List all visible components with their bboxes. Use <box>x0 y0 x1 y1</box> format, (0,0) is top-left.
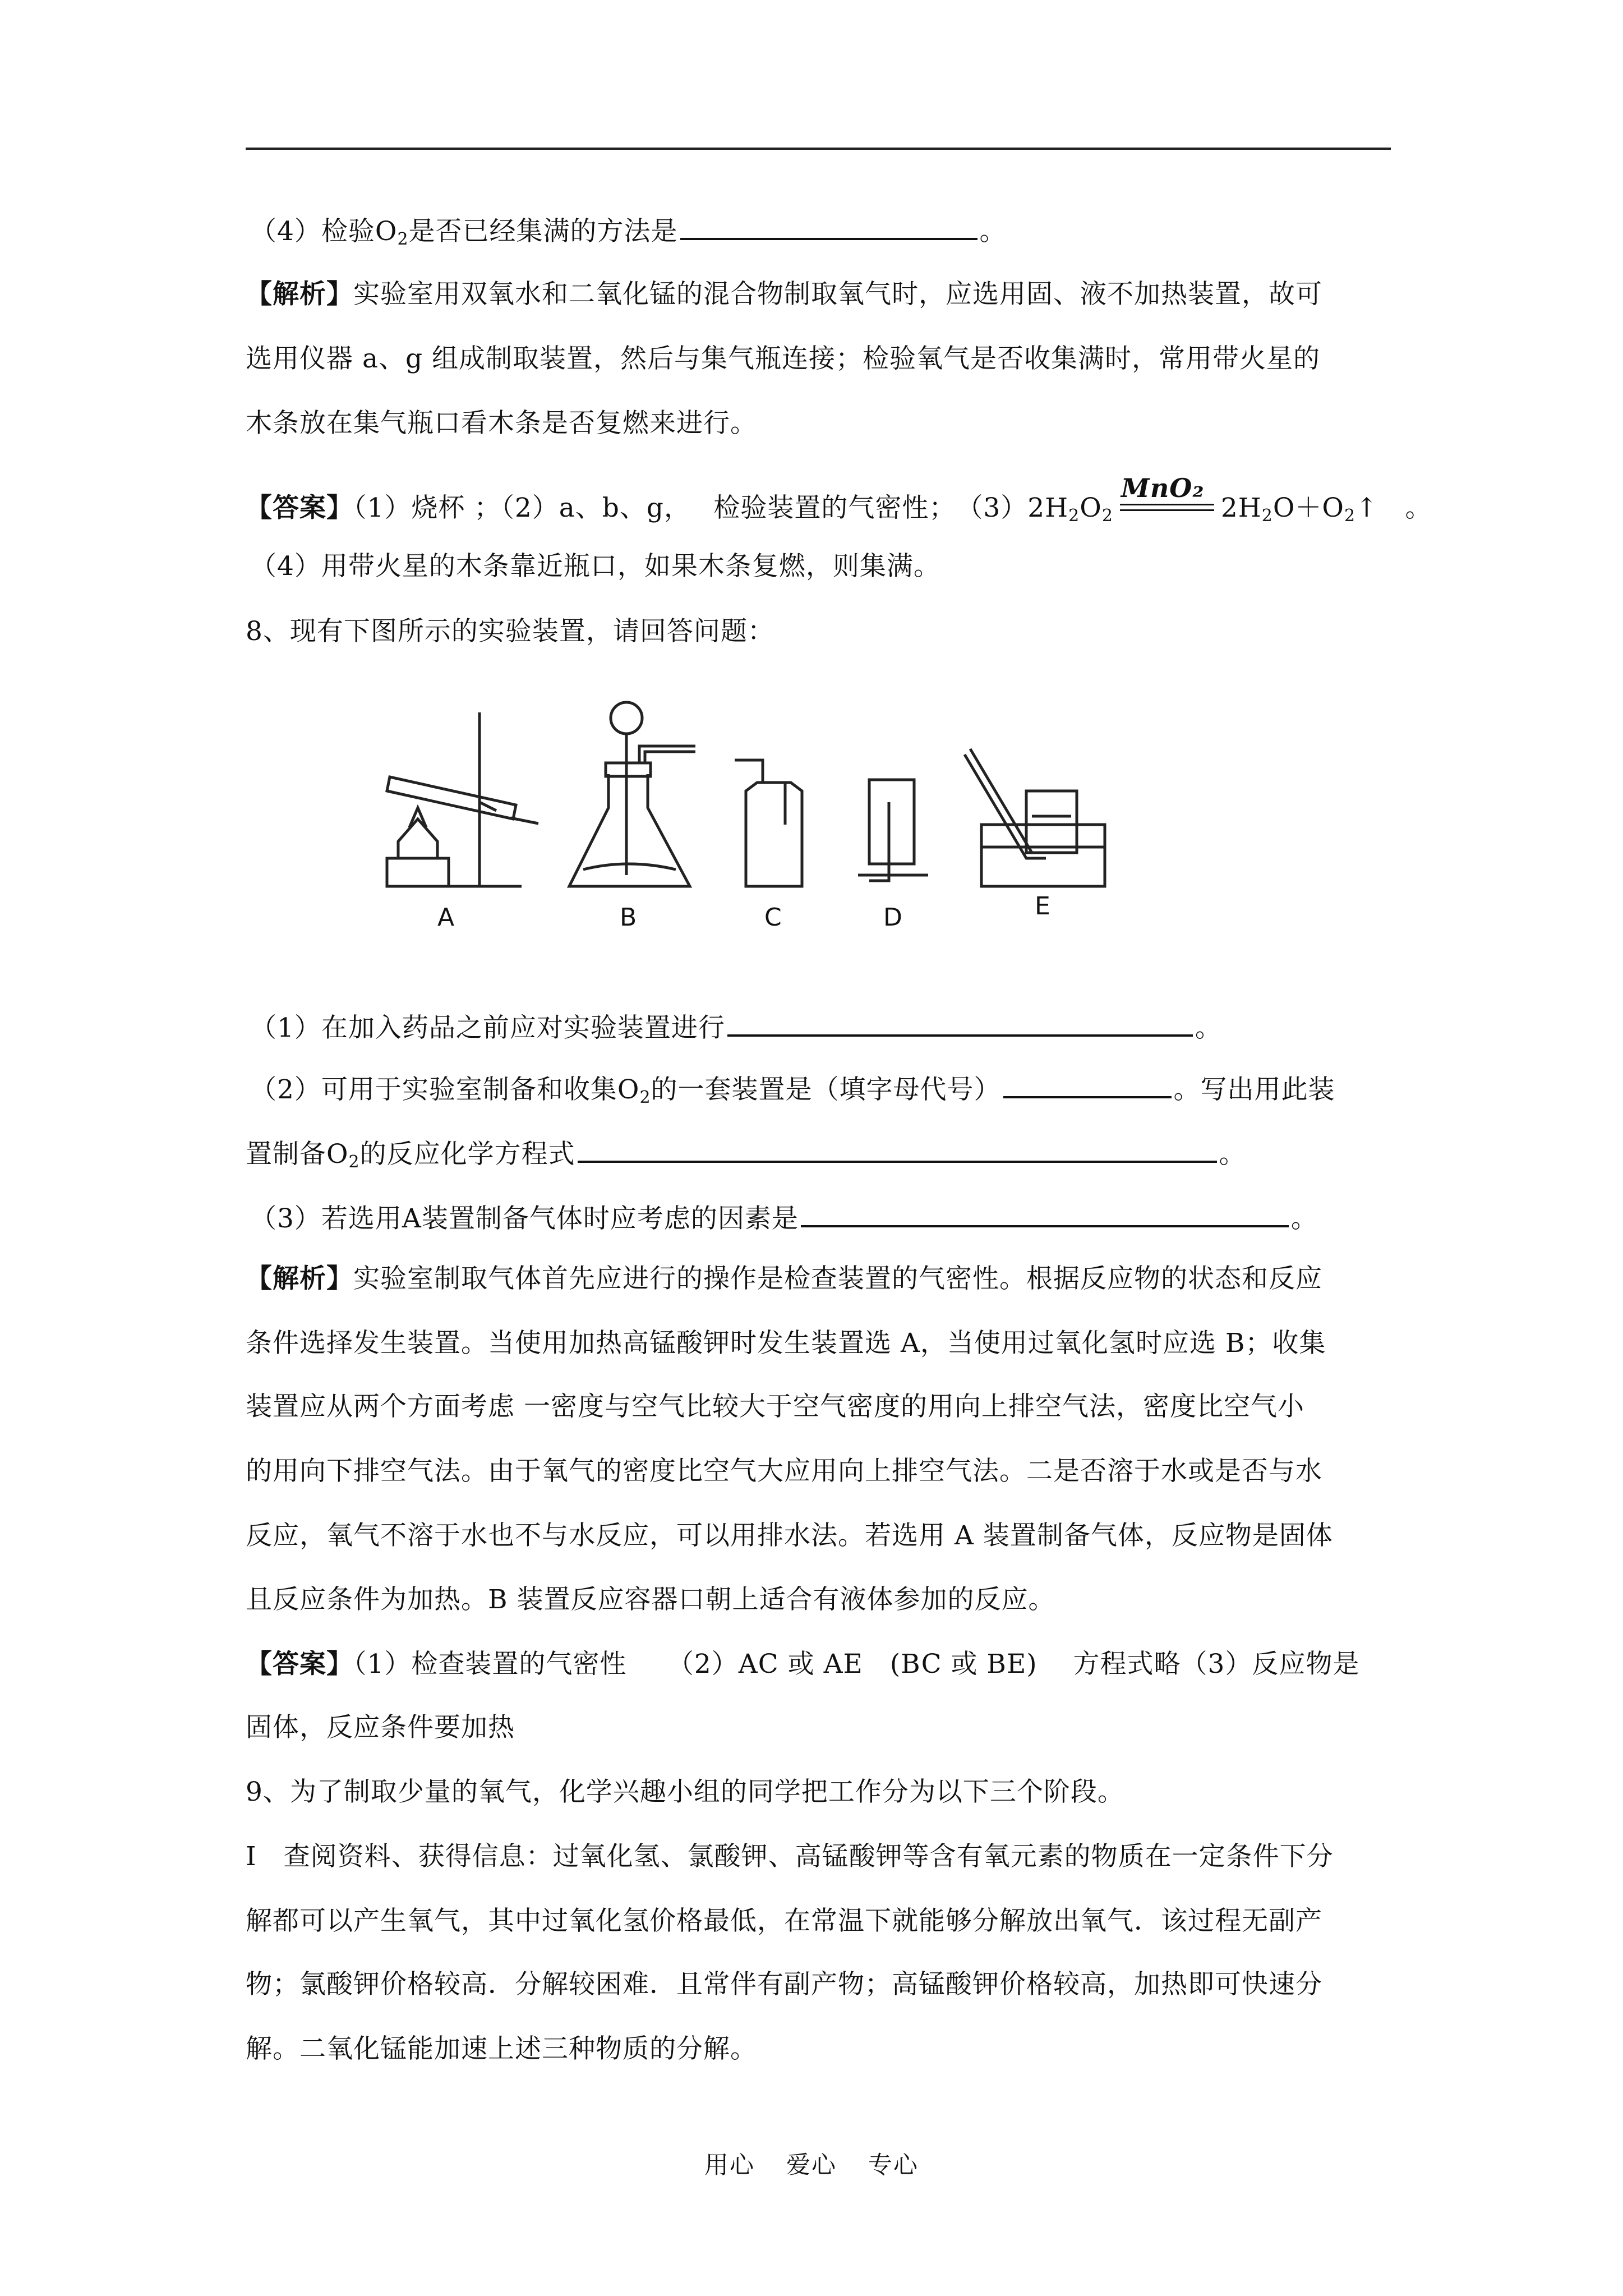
question-4-line: （4）检验$O_2$是否已经集满的方法是 。 <box>250 213 1007 249</box>
question-8: 8、现有下图所示的实验装置，请回答问题： <box>246 616 774 647</box>
analysis-2-line-2: 条件选择发生装置。当使用加热高锰酸钾时发生装置选 A，当使用过氧化氢时应选 B；收集 <box>246 1328 1326 1359</box>
footer-text-3: 专心 <box>868 2151 919 2179</box>
question-9-line-4: 解。二氧化锰能加速上述三种物质的分解。 <box>246 2033 757 2064</box>
analysis-2-line-6: 且反应条件为加热。B 装置反应容器口朝上适合有液体参加的反应。 <box>246 1584 1055 1615</box>
answer-blank <box>578 1136 1217 1163</box>
analysis-2-line-3: 装置应从两个方面考虑 一密度与空气比较大于空气密度的用向上排空气法，密度比空气小 <box>246 1391 1304 1422</box>
answer-1-line-1: 【答案】（1）烧杯 ；（2）a、b、g， 检验装置的气密性； $(3)2H_2O_2$ MnO₂ $2H_2O+O_2↑$ 。 <box>246 473 1432 526</box>
question-9-line-2: 解都可以产生氧气，其中过氧化氢价格最低，在常温下就能够分解放出氧气．该过程无副产 <box>246 1906 1322 1936</box>
question-8-3: （3）若选用A装置制备气体时应考虑的因素是 。 <box>250 1200 1318 1236</box>
answer-1-line-2: （4）用带火星的木条靠近瓶口，如果木条复燃，则集满。 <box>250 551 940 582</box>
analysis-1-line-2: 选用仪器 a、g 组成制取装置，然后与集气瓶连接；检验氧气是否收集满时，常用带火星的 <box>246 343 1320 374</box>
analysis-1-line-3: 木条放在集气瓶口看木条是否复燃来进行。 <box>246 408 757 439</box>
page-footer <box>0 2146 1623 2180</box>
figure-label-a: A <box>437 903 455 932</box>
analysis-2-line-1: 【解析】实验室制取气体首先应进行的操作是检查装置的气密性。根据反应物的状态和反应 <box>246 1263 1322 1294</box>
figure-label-e: E <box>1035 892 1050 921</box>
question-9: 9、为了制取少量的氧气，化学兴趣小组的同学把工作分为以下三个阶段。 <box>246 1777 1124 1807</box>
question-8-2b: 置制备$O_2$的反应化学方程式 。 <box>246 1136 1246 1171</box>
answer-2-line-1: 【答案】（1）检查装置的气密性 （2）AC 或 AE (BC 或 BE) 方程式略（3）反应物是 <box>246 1649 1360 1680</box>
analysis-2-line-4: 的用向下排空气法。由于氧气的密度比空气大应用向上排空气法。二是否溶于水或是否与水 <box>246 1456 1322 1487</box>
question-8-1: （1）在加入药品之前应对实验装置进行 。 <box>250 1010 1222 1045</box>
figure-label-d: D <box>883 903 902 932</box>
analysis-1-line-1: 【解析】实验室用双氧水和二氧化锰的混合物制取氧气时，应选用固、液不加热装置，故可 <box>246 279 1322 310</box>
apparatus-diagram <box>376 690 1206 954</box>
figure-label-b: B <box>620 903 637 932</box>
answer-blank <box>801 1200 1289 1227</box>
analysis-2-line-5: 反应，氧气不溶于水也不与水反应，可以用排水法。若选用 A 装置制备气体，反应物是固体 <box>246 1520 1333 1551</box>
question-8-2a: （2）可用于实验室制备和收集$O_2$的一套装置是（填字母代号） 。写出用此装 <box>250 1071 1335 1107</box>
footer-text-2: 爱心 <box>786 2151 837 2179</box>
question-9-line-3: 物；氯酸钾价格较高．分解较困难．且常伴有副产物；高锰酸钾价格较高，加热即可快速分 <box>246 1969 1322 2000</box>
answer-blank <box>680 213 978 240</box>
question-9-line-1: I 查阅资料、获得信息：过氧化氢、氯酸钾、高锰酸钾等含有氧元素的物质在一定条件下分 <box>246 1841 1334 1872</box>
answer-2-line-2: 固体，反应条件要加热 <box>246 1712 515 1743</box>
answer-blank <box>727 1010 1193 1037</box>
footer-text-1: 用心 <box>704 2151 755 2179</box>
header-rule <box>246 148 1391 150</box>
answer-blank <box>1003 1071 1172 1098</box>
apparatus-figure <box>376 690 1206 954</box>
catalyst-condition: MnO₂ <box>1117 491 1218 525</box>
figure-label-c: C <box>764 903 782 932</box>
